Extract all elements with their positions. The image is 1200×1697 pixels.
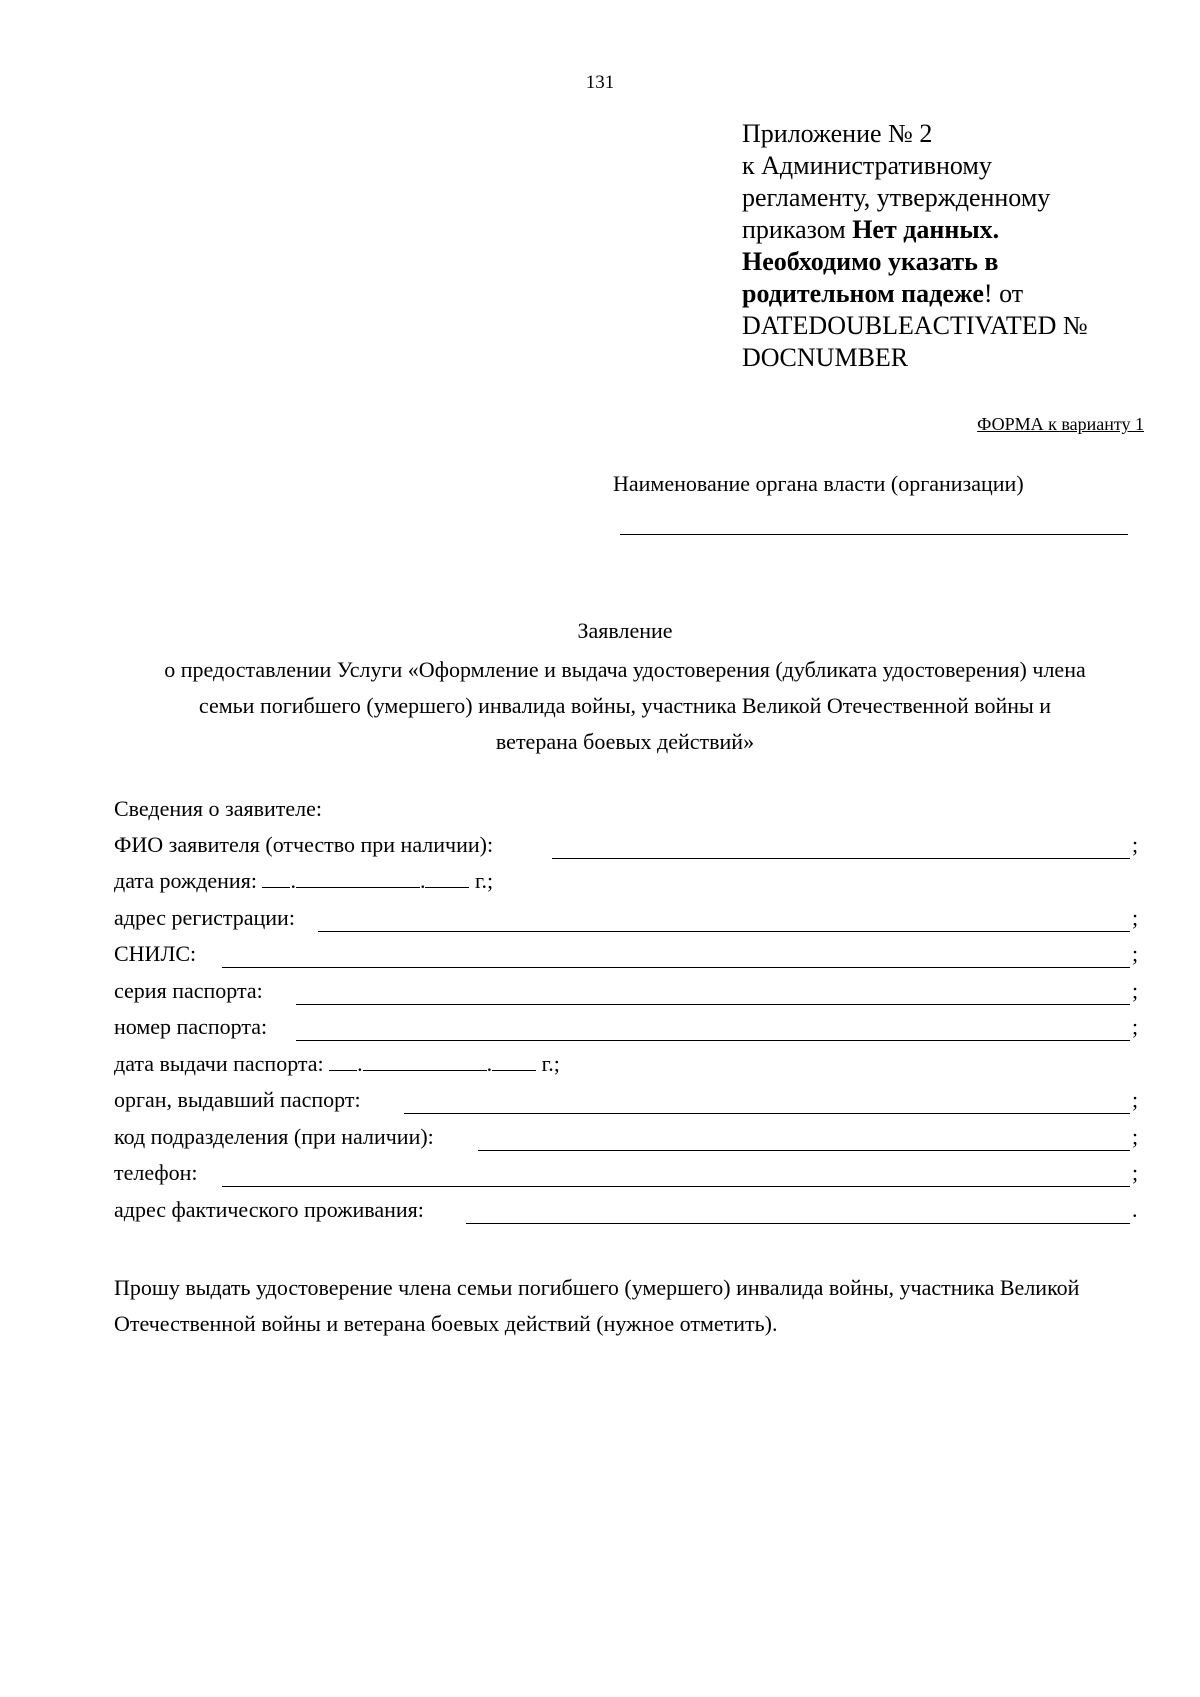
passport-year-field[interactable] bbox=[492, 1052, 536, 1071]
appendix-text: ! от bbox=[983, 279, 1024, 308]
passport-number-field-line[interactable] bbox=[296, 1040, 1130, 1041]
form-variant-label: ФОРМА к варианту 1 bbox=[977, 414, 1144, 434]
reg-address-field-line[interactable] bbox=[318, 931, 1130, 932]
birth-date-label: дата рождения: bbox=[114, 868, 257, 893]
passport-date-row bbox=[114, 1051, 560, 1077]
appendix-bold-text: Необходимо указать в bbox=[742, 247, 999, 276]
actual-address-label: адрес фактического проживания: bbox=[114, 1197, 424, 1222]
birth-month-field[interactable] bbox=[296, 869, 420, 888]
passport-series-field-line[interactable] bbox=[296, 1004, 1130, 1005]
division-code-label: код подразделения (при наличии): bbox=[114, 1124, 434, 1149]
authority-label: Наименование органа власти (организации) bbox=[613, 471, 1024, 496]
appendix-line: DATEDOUBLEACTIVATED № bbox=[742, 311, 1088, 340]
subtitle-line: ветерана боевых действий» bbox=[495, 729, 755, 754]
field-terminator: ; bbox=[1132, 905, 1139, 930]
appendix-line: регламенту, утвержденному bbox=[742, 183, 1051, 212]
applicant-heading: Сведения о заявителе: bbox=[114, 796, 323, 821]
fio-label: ФИО заявителя (отчество при наличии): bbox=[114, 832, 494, 857]
division-code-field-line[interactable] bbox=[478, 1150, 1130, 1151]
passport-number-label: номер паспорта: bbox=[114, 1014, 268, 1039]
authority-name-line[interactable] bbox=[620, 534, 1128, 535]
page-number: 131 bbox=[585, 72, 615, 93]
request-paragraph: Прошу выдать удостоверение члена семьи погибшего (умершего) инвалида войны, участника Великой Отечественной войны и ветерана боевых действий (нужное отметить). bbox=[114, 1275, 1080, 1336]
passport-date-suffix: г.; bbox=[541, 1051, 560, 1076]
field-terminator: ; bbox=[1132, 832, 1139, 857]
fio-field-line[interactable] bbox=[552, 858, 1130, 859]
appendix-line bbox=[742, 214, 1162, 246]
field-terminator: ; bbox=[1132, 978, 1139, 1003]
phone-label: телефон: bbox=[114, 1160, 198, 1185]
date-separator: . bbox=[357, 1051, 363, 1076]
subtitle-line: о предоставлении Услуги «Оформление и выдача удостоверения (дубликата удостоверения) члена bbox=[164, 657, 1086, 682]
subtitle-line: семьи погибшего (умершего) инвалида войны, участника Великой Отечественной войны и bbox=[198, 693, 1052, 718]
phone-field-line[interactable] bbox=[222, 1186, 1130, 1187]
date-separator: . bbox=[290, 868, 296, 893]
appendix-line bbox=[742, 278, 1162, 310]
passport-issuer-field-line[interactable] bbox=[404, 1113, 1130, 1114]
appendix-line: к Административному bbox=[742, 151, 992, 180]
actual-address-field-line[interactable] bbox=[466, 1223, 1130, 1224]
document-subtitle bbox=[80, 652, 1170, 760]
field-terminator: . bbox=[1132, 1197, 1138, 1222]
passport-issuer-label: орган, выдавший паспорт: bbox=[114, 1087, 361, 1112]
snils-field-line[interactable] bbox=[222, 967, 1130, 968]
document-title: Заявление bbox=[577, 618, 673, 643]
appendix-bold-text: Нет данных. bbox=[852, 215, 1000, 244]
passport-day-field[interactable] bbox=[329, 1052, 357, 1071]
appendix-line: DOCNUMBER bbox=[742, 343, 909, 372]
appendix-text: приказом bbox=[742, 215, 853, 244]
passport-month-field[interactable] bbox=[363, 1052, 487, 1071]
field-terminator: ; bbox=[1132, 1014, 1139, 1039]
field-terminator: ; bbox=[1132, 1124, 1139, 1149]
birth-date-row bbox=[114, 868, 493, 894]
appendix-line bbox=[742, 246, 1162, 278]
snils-label: СНИЛС: bbox=[114, 941, 197, 966]
date-separator: . bbox=[486, 1051, 493, 1076]
date-separator: . bbox=[419, 868, 426, 893]
birth-date-suffix: г.; bbox=[474, 868, 494, 893]
appendix-line: Приложение № 2 bbox=[742, 119, 933, 148]
birth-year-field[interactable] bbox=[425, 869, 469, 888]
birth-day-field[interactable] bbox=[262, 869, 290, 888]
passport-series-label: серия паспорта: bbox=[114, 978, 263, 1003]
field-terminator: ; bbox=[1132, 1160, 1139, 1185]
reg-address-label: адрес регистрации: bbox=[114, 905, 295, 930]
field-terminator: ; bbox=[1132, 1087, 1139, 1112]
field-terminator: ; bbox=[1132, 941, 1139, 966]
passport-date-label: дата выдачи паспорта: bbox=[114, 1051, 324, 1076]
appendix-bold-text: родительном падеже bbox=[742, 279, 984, 308]
appendix-header bbox=[742, 118, 1162, 374]
